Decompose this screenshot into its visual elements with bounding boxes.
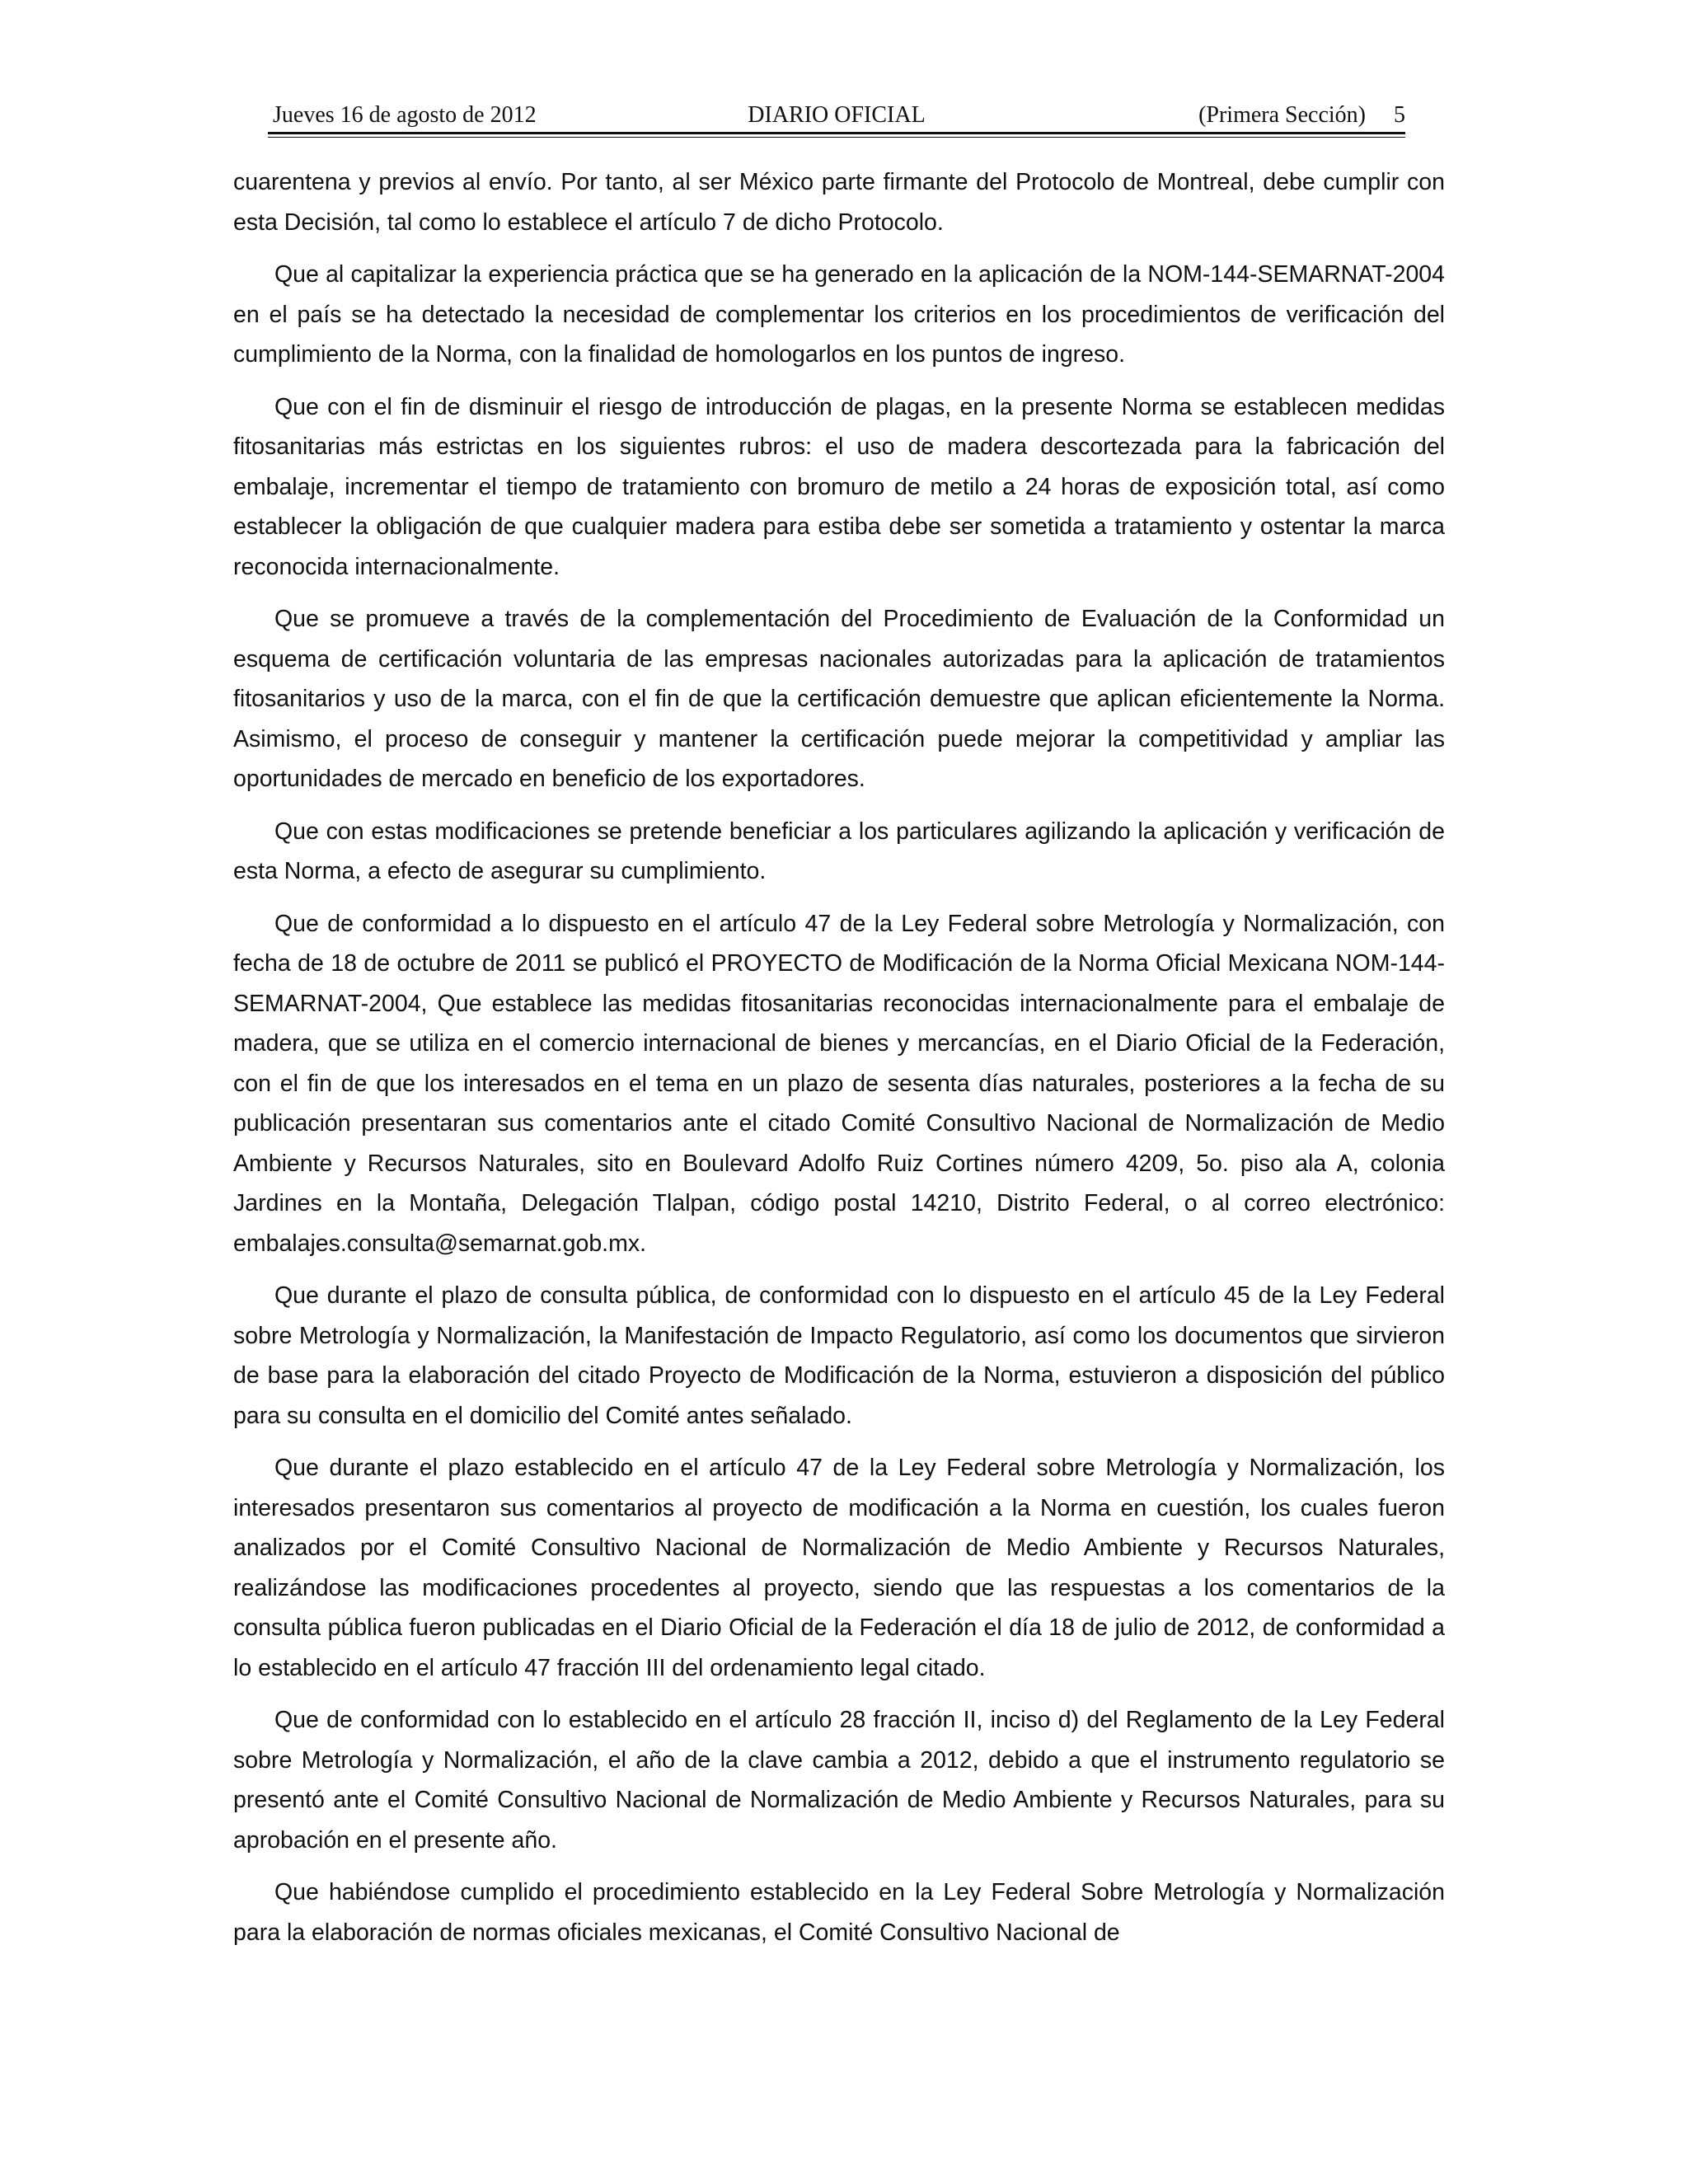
header-section-page	[1198, 97, 1405, 134]
paragraph: Que se promueve a través de la complementación del Procedimiento de Evaluación de la Conformidad un esquema de certificación voluntaria de las empresas nacionales autorizadas para la aplicación de tratamientos fitosanitarios y uso de la marca, con el fin de que la certificación demuestre que aplican eficientemente la Norma. Asimismo, el proceso de conseguir y mantener la certificación puede mejorar la competitividad y ampliar las oportunidades de mercado en beneficio de los exportadores.	[233, 606, 1445, 792]
paragraph: Que al capitalizar la experiencia práctica que se ha generado en la aplicación de la NOM-144-SEMARNAT-2004 en el país se ha detectado la necesidad de complementar los criterios en los procedimientos de verificación del cumplimiento de la Norma, con la finalidad de homologarlos en los puntos de ingreso.	[233, 261, 1445, 368]
header-rule	[268, 132, 1405, 134]
header-section: (Primera Sección)	[1198, 102, 1366, 128]
page-header	[268, 97, 1405, 134]
document-body	[233, 162, 1445, 1965]
paragraph: Que durante el plazo establecido en el artículo 47 de la Ley Federal sobre Metrología y Normalización, los interesados presentaron sus comentarios al proyecto de modificación a la Norma en cuestión, los cuales fueron analizados por el Comité Consultivo Nacional de Normalización de Medio Ambiente y Recursos Naturales, realizándose las modificaciones procedentes al proyecto, siendo que las respuestas a los comentarios de la consulta pública fueron publicadas en el Diario Oficial de la Federación el día 18 de julio de 2012, de conformidad a lo establecido en el artículo 47 fracción III del ordenamiento legal citado.	[233, 1455, 1445, 1681]
publication-name: DIARIO OFICIAL	[748, 102, 926, 128]
header-date: Jueves 16 de agosto de 2012	[273, 102, 537, 128]
paragraph: Que durante el plazo de consulta pública, de conformidad con lo dispuesto en el artículo 45 de la Ley Federal sobre Metrología y Normalización, la Manifestación de Impacto Regulatorio, así como los documentos que sirvieron de base para la elaboración del citado Proyecto de Modificación de la Norma, estuvieron a disposición del público para su consulta en el domicilio del Comité antes señalado.	[233, 1282, 1445, 1429]
page-number: 5	[1394, 102, 1405, 128]
paragraph: Que habiéndose cumplido el procedimiento establecido en la Ley Federal Sobre Metrología y Normalización para la elaboración de normas oficiales mexicanas, el Comité Consultivo Nacional de	[233, 1879, 1445, 1946]
paragraph: cuarentena y previos al envío. Por tanto, al ser México parte firmante del Protocolo de Montreal, debe cumplir con esta Decisión, tal como lo establece el artículo 7 de dicho Protocolo.	[233, 169, 1445, 236]
header-rule-thin	[268, 137, 1405, 138]
paragraph: Que con el fin de disminuir el riesgo de introducción de plagas, en la presente Norma se establecen medidas fitosanitarias más estrictas en los siguientes rubros: el uso de madera descortezada para la fabricación del embalaje, incrementar el tiempo de tratamiento con bromuro de metilo a 24 horas de exposición total, así como establecer la obligación de que cualquier madera para estiba debe ser sometida a tratamiento y ostentar la marca reconocida internacionalmente.	[233, 393, 1445, 580]
paragraph: Que de conformidad con lo establecido en el artículo 28 fracción II, inciso d) del Reglamento de la Ley Federal sobre Metrología y Normalización, el año de la clave cambia a 2012, debido a que el instrumento regulatorio se presentó ante el Comité Consultivo Nacional de Normalización de Medio Ambiente y Recursos Naturales, para su aprobación en el presente año.	[233, 1707, 1445, 1854]
paragraph: Que con estas modificaciones se pretende beneficiar a los particulares agilizando la aplicación y verificación de esta Norma, a efecto de asegurar su cumplimiento.	[233, 818, 1445, 884]
paragraph: Que de conformidad a lo dispuesto en el artículo 47 de la Ley Federal sobre Metrología y Normalización, con fecha de 18 de octubre de 2011 se publicó el PROYECTO de Modificación de la Norma Oficial Mexicana NOM-144-SEMARNAT-2004, Que establece las medidas fitosanitarias reconocidas internacionalmente para el embalaje de madera, que se utiliza en el comercio internacional de bienes y mercancías, en el Diario Oficial de la Federación, con el fin de que los interesados en el tema en un plazo de sesenta días naturales, posteriores a la fecha de su publicación presentaran sus comentarios ante el citado Comité Consultivo Nacional de Normalización de Medio Ambiente y Recursos Naturales, sito en Boulevard Adolfo Ruiz Cortines número 4209, 5o. piso ala A, colonia Jardines en la Montaña, Delegación Tlalpan, código postal 14210, Distrito Federal, o al correo electrónico: embalajes.consulta@semarnat.gob.mx.	[233, 910, 1445, 1257]
